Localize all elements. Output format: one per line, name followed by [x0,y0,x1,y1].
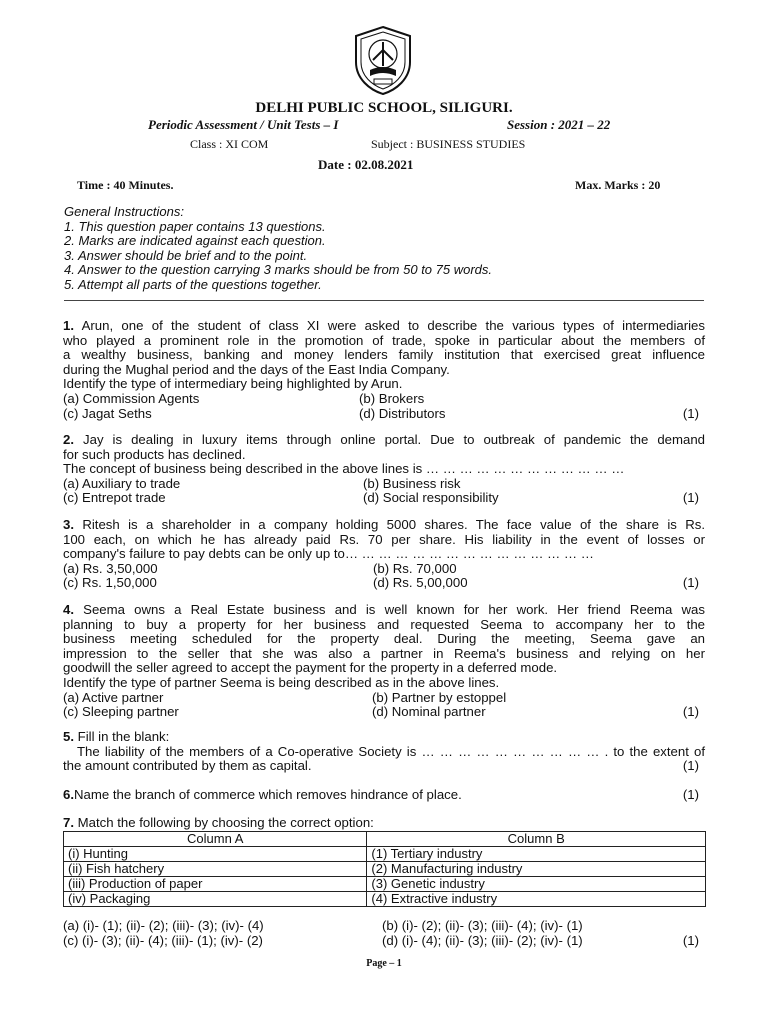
option-c: (c) Rs. 1,50,000 [63,575,157,591]
question-4 [63,603,705,720]
question-6 [63,788,705,803]
option-a: (a) Rs. 3,50,000 [63,560,158,576]
instructions-title: General Instructions: [64,204,184,219]
option-d: (d) Nominal partner [372,704,486,720]
question-text: Fill in the blank: [74,729,170,744]
option-d: (d) (i)- (4); (ii)- (3); (iii)- (2); (iv)- (1) [382,932,583,948]
question-text: 100 each, on which he has already paid Rs. 70 per share. His liability in the event of losses or [63,531,705,547]
marks-label: (1) [682,787,699,802]
option-c: (c) (i)- (3); (ii)- (4); (iii)- (1); (iv)- (2) [63,932,263,948]
question-number: 2. [63,432,74,447]
column-a-header: Column A [64,832,367,847]
question-text: Arun, one of the student of class XI were asked to describe the various types of intermediaries [74,318,705,333]
table-cell: (iii) Production of paper [64,877,367,892]
general-instructions [64,205,492,292]
instruction-item: 5. Attempt all parts of the questions together. [64,276,322,292]
marks-label: (1) [682,932,699,948]
question-text: Seema owns a Real Estate business and is well known for her work. Her friend Reema was [74,602,705,617]
question-text: company's failure to pay debts can be only up to… … … … … … … … … … … … … … … [63,546,594,562]
instruction-item: 4. Answer to the question carrying 3 marks should be from 50 to 75 words. [64,262,493,277]
subject-label: Subject : BUSINESS STUDIES [371,137,526,151]
question-text: the amount contributed by them as capital. [63,758,312,774]
question-5 [63,730,705,774]
question-text: business meeting scheduled for the property deal. During the meeting, Seema gave an [63,631,705,647]
question-text: Identify the type of partner Seema is being described as in the above lines. [63,674,500,690]
option-b: (b) Partner by estoppel [372,689,507,705]
option-b: (b) (i)- (2); (ii)- (3); (iii)- (4); (iv)- (1) [382,918,583,933]
assessment-title: Periodic Assessment / Unit Tests – I [148,117,339,132]
question-text: Name the branch of commerce which removes hindrance of place. [74,787,462,802]
school-emblem-icon [348,24,418,96]
option-d: (d) Rs. 5,00,000 [373,575,468,591]
question-text: Ritesh is a shareholder in a company holding 5000 shares. The face value of the share is Rs. [74,517,705,532]
question-text: who played a prominent role in the promotion of trade, spoke in particular about the members of [63,332,705,348]
question-number: 4. [63,602,74,617]
marks-label: (1) [682,490,699,506]
marks-label: (1) [682,758,699,774]
question-3 [63,518,705,591]
table-cell: (4) Extractive industry [367,892,706,907]
table-cell: (i) Hunting [64,847,367,862]
question-text: Jay is dealing in luxury items through online portal. Due to outbreak of pandemic the demand [74,432,705,447]
table-row [64,847,706,862]
option-a: (a) Active partner [63,689,164,705]
option-a: (a) (i)- (1); (ii)- (2); (iii)- (3); (iv)- (4) [63,918,264,933]
school-name: DELHI PUBLIC SCHOOL, SILIGURI. [255,100,513,116]
question-text: during the Mughal period and the days of the East India Company. [63,361,450,377]
date-label: Date : 02.08.2021 [318,157,414,172]
marks-label: (1) [682,704,699,720]
question-2 [63,433,705,506]
question-text: Identify the type of intermediary being highlighted by Arun. [63,376,403,392]
instruction-item: 3. Answer should be brief and to the point. [64,247,308,263]
question-text: goodwill the seller agreed to accept the payment for the property in a deferred mode. [63,660,558,676]
question-text: The concept of business being described in the above lines is … … … … … … … … … … … … [63,461,625,477]
option-c: (c) Jagat Seths [63,405,152,421]
question-number: 7. [63,815,74,830]
table-row [64,892,706,907]
question-text: for such products has declined. [63,446,246,462]
question-1 [63,319,705,421]
table-row [64,877,706,892]
option-b: (b) Rs. 70,000 [373,560,457,576]
column-b-header: Column B [367,832,706,847]
question-7-options [63,919,705,948]
question-text: planning to buy a property for her business and requested Seema to accompany her to the [63,616,705,632]
marks-label: (1) [682,405,699,421]
session-label: Session : 2021 – 22 [507,117,611,132]
divider [64,300,704,301]
table-cell: (iv) Packaging [64,892,367,907]
option-c: (c) Entrepot trade [63,490,166,506]
match-table [63,831,706,907]
table-row [64,862,706,877]
class-label: Class : XI COM [190,137,269,151]
option-a: (a) Commission Agents [63,390,200,406]
question-7 [63,816,705,831]
marks-label: (1) [682,575,699,591]
instruction-item: 1. This question paper contains 13 questions. [64,218,326,234]
table-cell: (1) Tertiary industry [367,847,706,862]
instruction-item: 2. Marks are indicated against each question. [64,233,326,248]
question-text: impression to the seller that she was also a partner in Reema's business and relying on her [63,645,705,661]
question-text: a wealthy business, banking and money lenders family institution that exercised great influence [63,347,705,363]
option-c: (c) Sleeping partner [63,704,179,720]
option-a: (a) Auxiliary to trade [63,475,181,491]
question-text: The liability of the members of a Co-operative Society is … … … … … … … … … … . to the extent of [77,743,705,759]
option-d: (d) Social responsibility [363,490,499,506]
question-text: Match the following by choosing the correct option: [74,815,374,830]
option-b: (b) Brokers [359,390,425,406]
question-number: 3. [63,517,74,532]
page-number: Page – 1 [366,958,402,969]
table-cell: (3) Genetic industry [367,877,706,892]
option-d: (d) Distributors [359,405,446,421]
table-header-row [64,832,706,847]
question-number: 6. [63,787,74,802]
question-number: 5. [63,729,74,744]
table-cell: (2) Manufacturing industry [367,862,706,877]
question-number: 1. [63,318,74,333]
option-b: (b) Business risk [363,475,461,491]
time-label: Time : 40 Minutes. [77,178,174,192]
table-cell: (ii) Fish hatchery [64,862,367,877]
max-marks-label: Max. Marks : 20 [575,178,661,192]
